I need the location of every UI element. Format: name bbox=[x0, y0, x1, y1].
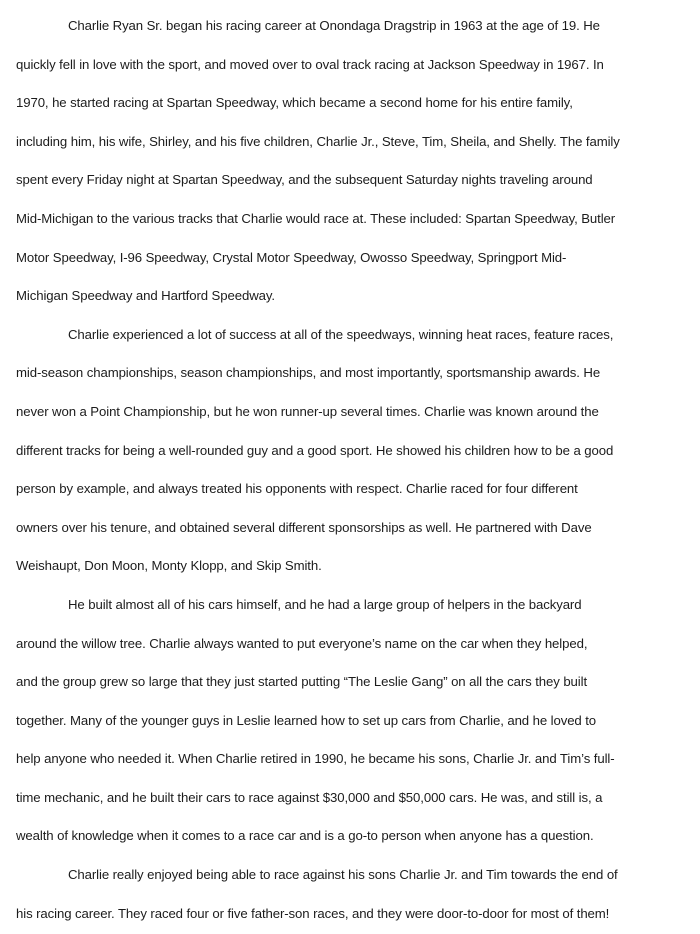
paragraph-leslie-gang bbox=[16, 586, 688, 856]
text-line: his racing career. They raced four or five father-son races, and they were door-to-door for most of them! bbox=[16, 905, 610, 921]
text-line: around the willow tree. Charlie always wanted to put everyone’s name on the car when they helped, bbox=[16, 635, 588, 651]
paragraph-racing-career-start bbox=[16, 7, 688, 316]
text-line: He built almost all of his cars himself, and he had a large group of helpers in the backyard bbox=[68, 596, 582, 612]
text-line: Motor Speedway, I-96 Speedway, Crystal Motor Speedway, Owosso Speedway, Springport Mid- bbox=[16, 249, 567, 265]
paragraph-father-son-races bbox=[16, 856, 688, 933]
text-line: including him, his wife, Shirley, and his five children, Charlie Jr., Steve, Tim, Sheila, and Shelly. The family bbox=[16, 133, 620, 149]
text-line: together. Many of the younger guys in Leslie learned how to set up cars from Charlie, and he loved to bbox=[16, 712, 597, 728]
text-line: never won a Point Championship, but he won runner-up several times. Charlie was known around the bbox=[16, 403, 599, 419]
text-line: owners over his tenure, and obtained several different sponsorships as well. He partnered with Dave bbox=[16, 519, 592, 535]
text-line: help anyone who needed it. When Charlie retired in 1990, he became his sons, Charlie Jr. and Tim’s full- bbox=[16, 751, 615, 767]
text-line: quickly fell in love with the sport, and moved over to oval track racing at Jackson Speedway in 1967. In bbox=[16, 56, 604, 72]
document-page bbox=[16, 7, 688, 933]
text-line: Weishaupt, Don Moon, Monty Klopp, and Skip Smith. bbox=[16, 558, 322, 574]
text-line: spent every Friday night at Spartan Speedway, and the subsequent Saturday nights traveling around bbox=[16, 172, 593, 188]
text-line: person by example, and always treated his opponents with respect. Charlie raced for four different bbox=[16, 481, 578, 497]
text-line: Charlie really enjoyed being able to race against his sons Charlie Jr. and Tim towards the end of bbox=[68, 867, 618, 883]
text-line: Charlie Ryan Sr. began his racing career at Onondaga Dragstrip in 1963 at the age of 19. He bbox=[68, 18, 600, 33]
text-line: and the group grew so large that they just started putting “The Leslie Gang” on all the cars they built bbox=[16, 674, 588, 690]
text-line: different tracks for being a well-rounded guy and a good sport. He showed his children how to be a good bbox=[16, 442, 614, 458]
text-line: Mid-Michigan to the various tracks that Charlie would race at. These included: Spartan Speedway, Butler bbox=[16, 210, 616, 226]
text-line: mid-season championships, season championships, and most importantly, sportsmanship awards. He bbox=[16, 365, 601, 381]
text-line: 1970, he started racing at Spartan Speedway, which became a second home for his entire family, bbox=[16, 95, 573, 111]
paragraph-success bbox=[16, 316, 688, 586]
text-line: wealth of knowledge when it comes to a race car and is a go-to person when anyone has a question. bbox=[16, 828, 594, 844]
text-line: time mechanic, and he built their cars to race against $30,000 and $50,000 cars. He was, and still is, a bbox=[16, 789, 603, 805]
text-line: Michigan Speedway and Hartford Speedway. bbox=[16, 288, 275, 304]
text-line: Charlie experienced a lot of success at all of the speedways, winning heat races, feature races, bbox=[68, 326, 614, 342]
